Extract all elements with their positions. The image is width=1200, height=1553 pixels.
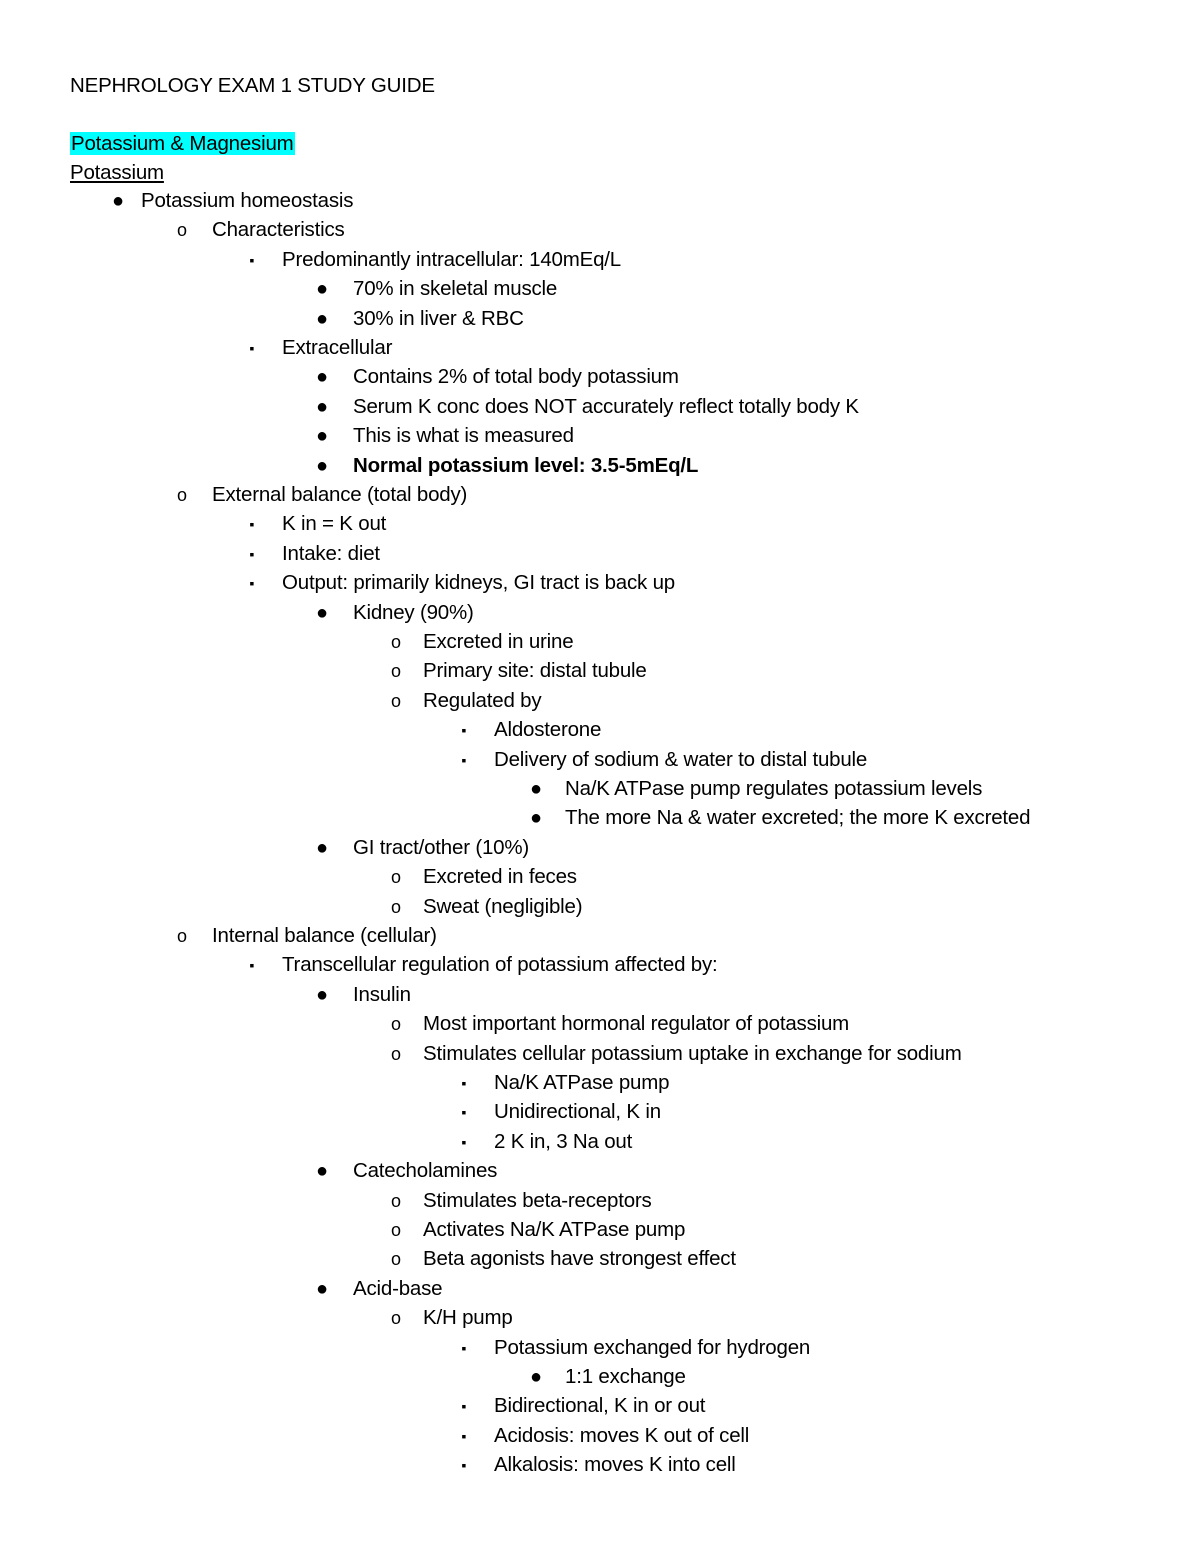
list-item: External balance (total body) <box>212 483 468 506</box>
list-item: Serum K conc does NOT accurately reflect totally body K <box>353 394 859 418</box>
list-item: Sweat (negligible) <box>423 894 583 918</box>
section-heading-text: Potassium & Magnesium <box>71 132 294 155</box>
list-item: Insulin <box>353 982 411 1006</box>
list-item: Characteristics <box>212 218 345 242</box>
list-item: K/H pump <box>423 1306 513 1330</box>
bullet-icon: ● <box>315 395 329 418</box>
list-item: Activates Na/K ATPase pump <box>423 1218 686 1241</box>
bullet-icon: ● <box>315 454 329 477</box>
list-item: Na/K ATPase pump <box>494 1071 670 1094</box>
list-item: Predominantly intracellular: 140mEq/L <box>282 247 621 271</box>
circle-bullet-icon: o <box>176 220 187 241</box>
circle-bullet-icon: o <box>176 926 187 946</box>
circle-bullet-icon: o <box>390 661 401 682</box>
circle-bullet-icon: o <box>390 1014 401 1035</box>
square-bullet-icon: ▪ <box>249 545 255 562</box>
square-bullet-icon: ▪ <box>461 1339 467 1356</box>
circle-bullet-icon: o <box>390 867 401 888</box>
bullet-icon: ● <box>529 1366 543 1388</box>
list-item: The more Na & water excreted; the more K excreted <box>565 806 1031 830</box>
bullet-icon: ● <box>315 1160 329 1183</box>
list-item: Delivery of sodium & water to distal tubule <box>494 747 868 771</box>
square-bullet-icon: ▪ <box>461 1457 467 1474</box>
circle-bullet-icon: o <box>176 485 187 505</box>
circle-bullet-icon: o <box>390 690 401 711</box>
bullet-icon: ● <box>315 983 329 1006</box>
bullet-icon: ● <box>315 836 329 859</box>
square-bullet-icon: ▪ <box>461 1075 467 1091</box>
square-bullet-icon: ▪ <box>249 575 255 592</box>
list-item: Stimulates cellular potassium uptake in exchange for sodium <box>423 1041 962 1065</box>
circle-bullet-icon: o <box>390 1220 401 1240</box>
circle-bullet-icon: o <box>390 896 401 917</box>
list-item: 2 K in, 3 Na out <box>494 1129 633 1153</box>
bullet-icon: ● <box>315 278 329 301</box>
list-item: Contains 2% of total body potassium <box>353 365 679 389</box>
square-bullet-icon: ▪ <box>461 1398 467 1415</box>
bullet-icon: ● <box>529 778 543 800</box>
list-item: This is what is measured <box>353 424 574 448</box>
circle-bullet-icon: o <box>390 1190 401 1211</box>
section-heading <box>70 131 295 157</box>
list-item: 70% in skeletal muscle <box>353 277 558 301</box>
list-item: Excreted in feces <box>423 865 577 889</box>
circle-bullet-icon: o <box>390 1249 401 1270</box>
list-item: Aldosterone <box>494 718 602 742</box>
list-item: 1:1 exchange <box>565 1365 686 1388</box>
bullet-icon: ● <box>111 190 125 212</box>
square-bullet-icon: ▪ <box>461 722 467 739</box>
list-item: Most important hormonal regulator of potassium <box>423 1012 850 1036</box>
bullet-icon: ● <box>315 425 329 448</box>
circle-bullet-icon: o <box>390 1043 401 1064</box>
list-item: Potassium homeostasis <box>141 189 354 212</box>
list-item: Acid-base <box>353 1276 443 1300</box>
list-item: Potassium exchanged for hydrogen <box>494 1335 811 1359</box>
list-item: 30% in liver & RBC <box>353 306 524 330</box>
list-item: Kidney (90%) <box>353 600 474 624</box>
list-item: Alkalosis: moves K into cell <box>494 1453 736 1477</box>
square-bullet-icon: ▪ <box>461 751 467 768</box>
square-bullet-icon: ▪ <box>249 251 255 268</box>
bullet-icon: ● <box>529 807 543 830</box>
list-item: Normal potassium level: 3.5-5mEq/L <box>353 453 699 477</box>
list-item: Unidirectional, K in <box>494 1100 661 1124</box>
square-bullet-icon: ▪ <box>461 1427 467 1444</box>
square-bullet-icon: ▪ <box>461 1104 467 1121</box>
circle-bullet-icon: o <box>390 1308 401 1329</box>
list-item: Stimulates beta-receptors <box>423 1188 652 1212</box>
circle-bullet-icon: o <box>390 632 401 652</box>
document-title: NEPHROLOGY EXAM 1 STUDY GUIDE <box>70 74 435 97</box>
list-item: GI tract/other (10%) <box>353 835 530 859</box>
list-item: Internal balance (cellular) <box>212 924 437 947</box>
bullet-icon: ● <box>315 366 329 389</box>
bullet-icon: ● <box>315 1277 329 1300</box>
square-bullet-icon: ▪ <box>461 1133 467 1150</box>
list-item: Na/K ATPase pump regulates potassium levels <box>565 777 983 800</box>
list-item: Regulated by <box>423 688 542 712</box>
list-item: Extracellular <box>282 336 393 359</box>
square-bullet-icon: ▪ <box>249 957 255 974</box>
list-item: Transcellular regulation of potassium affected by: <box>282 953 718 977</box>
list-item: Acidosis: moves K out of cell <box>494 1423 750 1447</box>
list-item: Output: primarily kidneys, GI tract is back up <box>282 571 675 595</box>
list-item: Primary site: distal tubule <box>423 659 647 683</box>
list-item: K in = K out <box>282 512 387 536</box>
list-item: Catecholamines <box>353 1159 498 1183</box>
list-item: Intake: diet <box>282 541 380 565</box>
bullet-icon: ● <box>315 601 329 624</box>
list-item: Bidirectional, K in or out <box>494 1394 706 1418</box>
list-item: Beta agonists have strongest effect <box>423 1247 736 1271</box>
subsection-heading: Potassium <box>70 161 164 184</box>
square-bullet-icon: ▪ <box>249 340 255 356</box>
list-item: Excreted in urine <box>423 630 574 653</box>
square-bullet-icon: ▪ <box>249 516 255 533</box>
bullet-icon: ● <box>315 307 329 330</box>
